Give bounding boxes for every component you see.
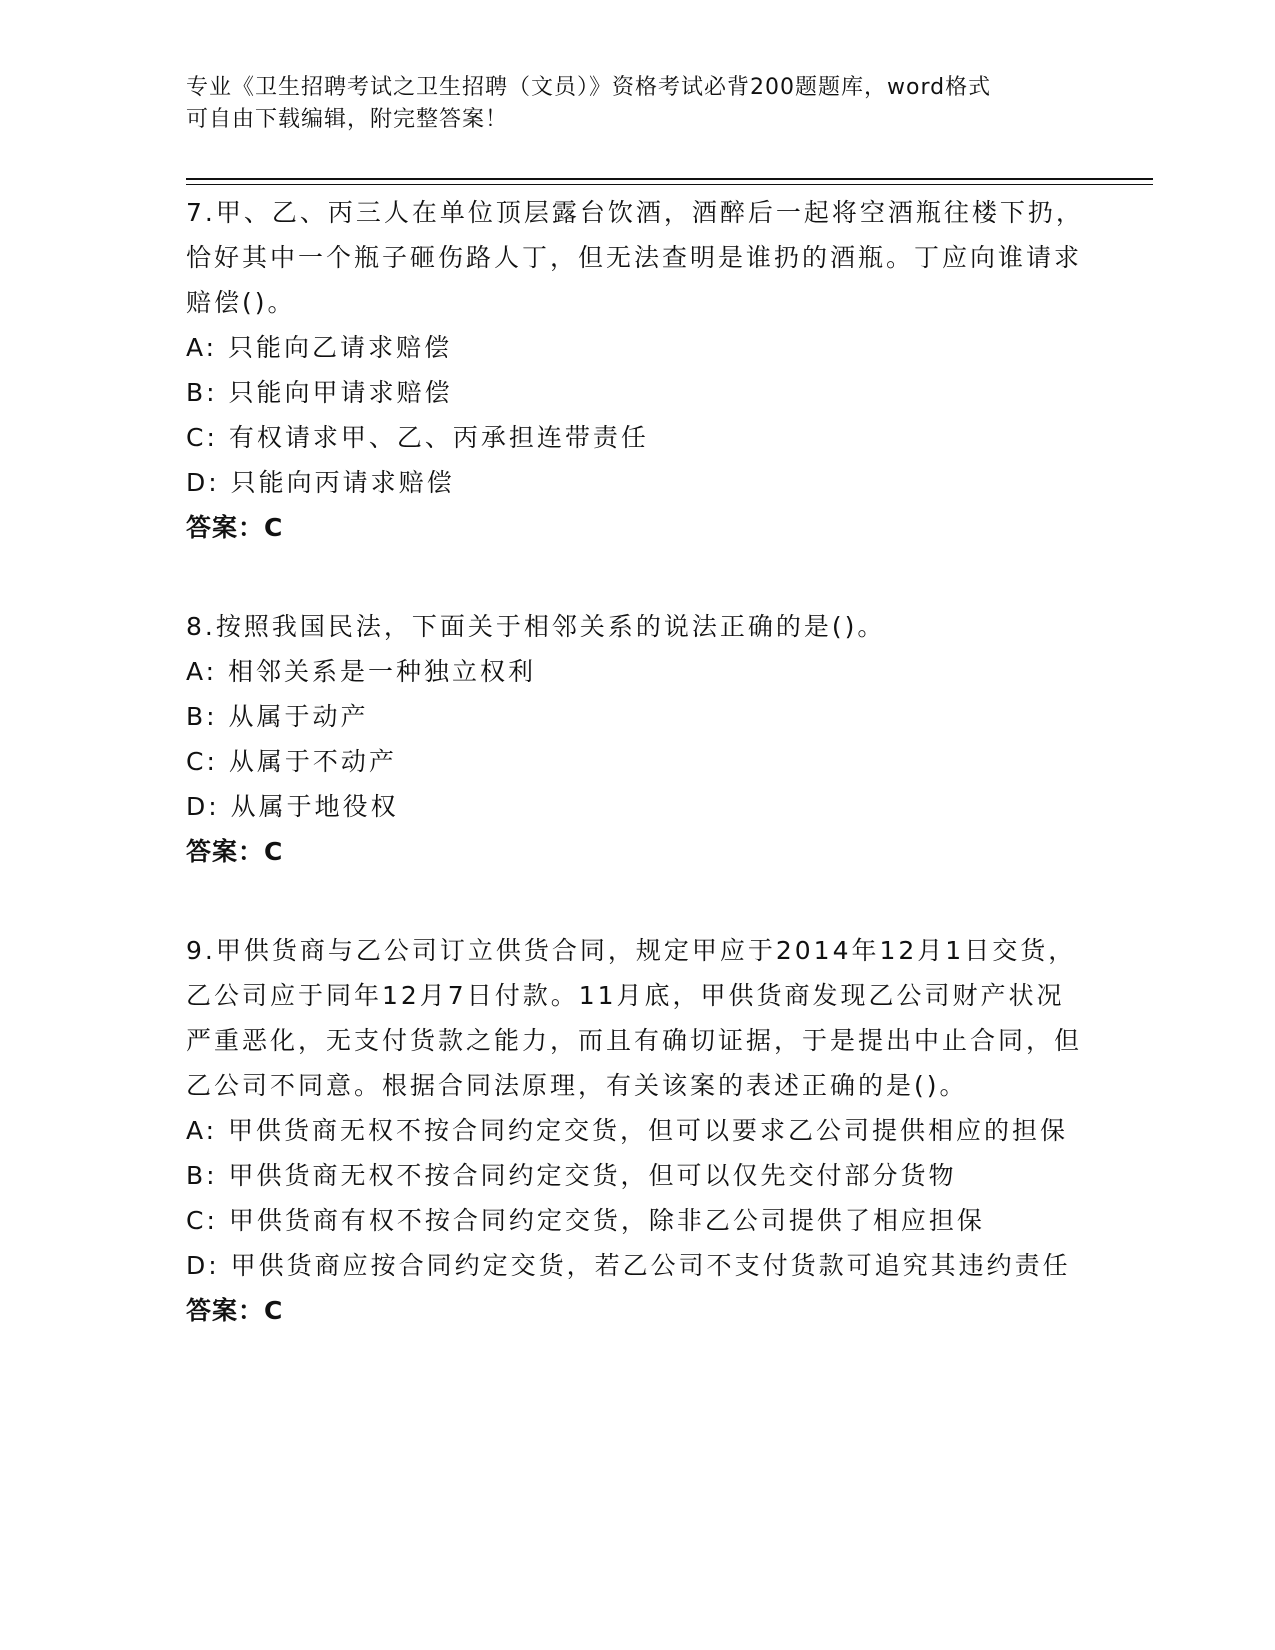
question-spacer <box>186 550 1086 604</box>
answer-line: 答案：C <box>186 513 284 542</box>
option-b: B: 从属于动产 <box>186 702 369 731</box>
question-stem: 8.按照我国民法，下面关于相邻关系的说法正确的是()。 <box>186 612 886 641</box>
answer-line: 答案：C <box>186 1296 284 1325</box>
header-divider-thin <box>186 184 1153 185</box>
question-spacer <box>186 874 1086 928</box>
option-c: C: 甲供货商有权不按合同约定交货，除非乙公司提供了相应担保 <box>186 1206 985 1235</box>
question-7 <box>186 190 1086 550</box>
question-list <box>186 190 1086 1333</box>
option-c: C: 从属于不动产 <box>186 747 397 776</box>
question-stem: 7.甲、乙、丙三人在单位顶层露台饮酒，酒醉后一起将空酒瓶往楼下扔，恰好其中一个瓶子砸伤路人丁，但无法查明是谁扔的酒瓶。丁应向谁请求赔偿()。 <box>186 198 1084 317</box>
option-a: A: 只能向乙请求赔偿 <box>186 333 453 362</box>
document-header <box>186 72 1086 136</box>
option-a: A: 相邻关系是一种独立权利 <box>186 657 537 686</box>
option-d: D: 甲供货商应按合同约定交货，若乙公司不支付货款可追究其违约责任 <box>186 1251 1071 1280</box>
option-d: D: 从属于地役权 <box>186 792 399 821</box>
header-divider-thick <box>186 178 1153 180</box>
question-8 <box>186 604 1086 874</box>
answer-line: 答案：C <box>186 837 284 866</box>
header-line-2: 可自由下载编辑，附完整答案！ <box>186 107 509 132</box>
option-c: C: 有权请求甲、乙、丙承担连带责任 <box>186 423 649 452</box>
option-b: B: 只能向甲请求赔偿 <box>186 378 453 407</box>
header-line-1: 专业《卫生招聘考试之卫生招聘（文员）》资格考试必背200题题库，word格式 <box>186 75 992 100</box>
question-stem: 9.甲供货商与乙公司订立供货合同，规定甲应于2014年12月1日交货，乙公司应于同年12月7日付款。11月底，甲供货商发现乙公司财产状况严重恶化，无支付货款之能力，而且有确切证据，于是提出中止合同，但乙公司不同意。根据合同法原理，有关该案的表述正确的是()。 <box>186 936 1083 1100</box>
question-9 <box>186 928 1086 1333</box>
option-a: A: 甲供货商无权不按合同约定交货，但可以要求乙公司提供相应的担保 <box>186 1116 1069 1145</box>
option-b: B: 甲供货商无权不按合同约定交货，但可以仅先交付部分货物 <box>186 1161 957 1190</box>
option-d: D: 只能向丙请求赔偿 <box>186 468 455 497</box>
